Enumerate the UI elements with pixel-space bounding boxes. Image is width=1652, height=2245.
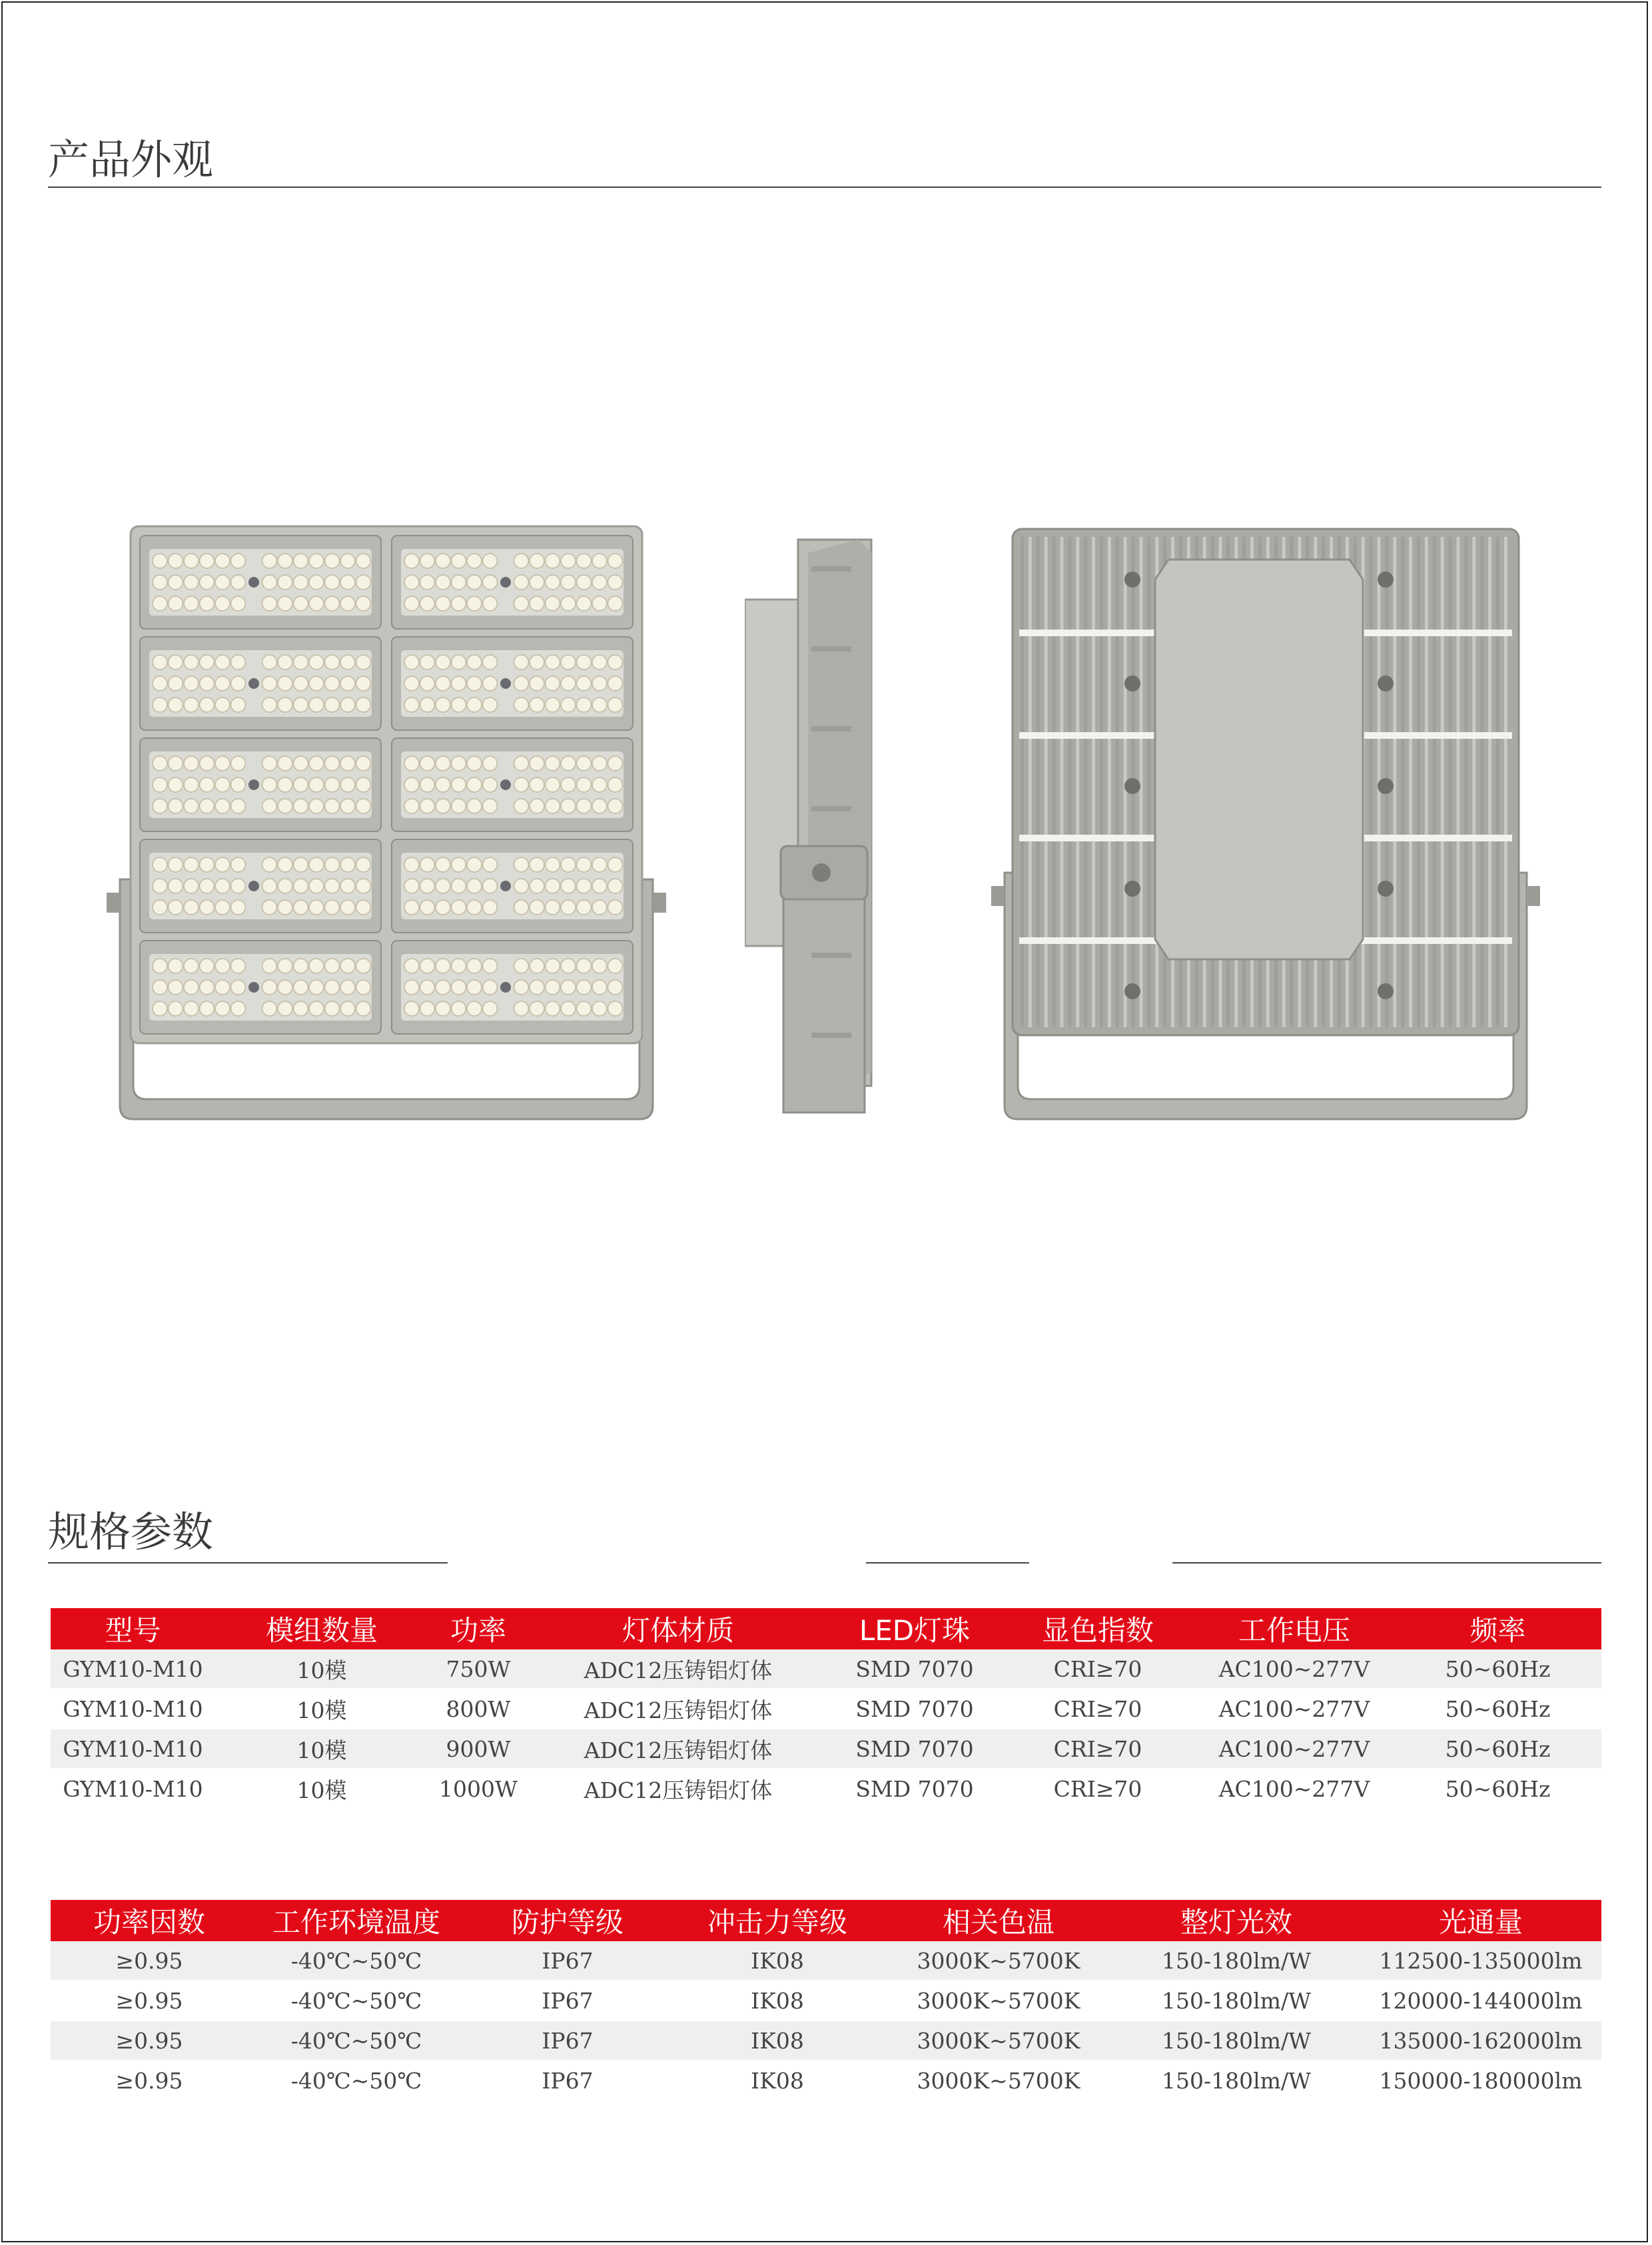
table-row xyxy=(51,2020,1601,2060)
spec1-cell: ADC12压铸铝灯体 xyxy=(528,1729,828,1769)
spec1-header-7: 频率 xyxy=(1394,1608,1601,1649)
section-rule-specs-middle xyxy=(866,1562,1029,1564)
table-row xyxy=(51,1649,1601,1689)
spec1-cell: SMD 7070 xyxy=(828,1729,1001,1769)
spec1-cell: CRI≥70 xyxy=(1001,1769,1194,1809)
spec-table-1 xyxy=(51,1608,1601,1809)
spec1-cell: SMD 7070 xyxy=(828,1689,1001,1729)
spec2-cell: -40℃~50℃ xyxy=(248,2060,465,2100)
spec2-cell: -40℃~50℃ xyxy=(248,1941,465,1981)
spec-table-2 xyxy=(51,1900,1601,2101)
spec1-header-5: 显色指数 xyxy=(1001,1608,1194,1649)
spec1-cell: 900W xyxy=(428,1729,528,1769)
spec2-cell: IK08 xyxy=(670,2060,885,2100)
spec2-header-2: 防护等级 xyxy=(465,1900,670,1941)
section-rule-specs-right xyxy=(1172,1562,1601,1564)
spec1-cell: AC100~277V xyxy=(1194,1769,1394,1809)
table-row xyxy=(51,1769,1601,1809)
spec1-header-0: 型号 xyxy=(51,1608,215,1649)
spec2-cell: IP67 xyxy=(465,2060,670,2100)
spec2-header-1: 工作环境温度 xyxy=(248,1900,465,1941)
spec1-cell: ADC12压铸铝灯体 xyxy=(528,1689,828,1729)
spec2-header-4: 相关色温 xyxy=(885,1900,1112,1941)
product-side-view xyxy=(745,526,885,1126)
spec1-cell: CRI≥70 xyxy=(1001,1729,1194,1769)
spec2-cell: 3000K~5700K xyxy=(885,2020,1112,2060)
spec1-cell: AC100~277V xyxy=(1194,1649,1394,1689)
spec2-cell: 150-180lm/W xyxy=(1112,1981,1360,2020)
spec2-cell: -40℃~50℃ xyxy=(248,1981,465,2020)
section-rule-specs-left xyxy=(48,1562,448,1564)
spec1-cell: 50~60Hz xyxy=(1394,1769,1601,1809)
spec1-cell: AC100~277V xyxy=(1194,1689,1394,1729)
spec2-header-5: 整灯光效 xyxy=(1112,1900,1360,1941)
spec1-cell: 800W xyxy=(428,1689,528,1729)
spec1-cell: CRI≥70 xyxy=(1001,1649,1194,1689)
spec1-cell: 50~60Hz xyxy=(1394,1689,1601,1729)
spec2-cell: IP67 xyxy=(465,1941,670,1981)
spec2-cell: 150-180lm/W xyxy=(1112,2020,1360,2060)
spec2-cell: 3000K~5700K xyxy=(885,2060,1112,2100)
spec1-cell: GYM10-M10 xyxy=(51,1769,215,1809)
spec1-cell: GYM10-M10 xyxy=(51,1729,215,1769)
section-rule-appearance xyxy=(48,187,1601,188)
spec1-cell: GYM10-M10 xyxy=(51,1689,215,1729)
spec1-cell: 10模 xyxy=(215,1649,428,1689)
spec2-cell: IK08 xyxy=(670,1941,885,1981)
spec2-cell: 150-180lm/W xyxy=(1112,2060,1360,2100)
table-row xyxy=(51,2060,1601,2100)
spec2-cell: 150000-180000lm xyxy=(1360,2060,1601,2100)
spec2-cell: IP67 xyxy=(465,1981,670,2020)
spec1-header-6: 工作电压 xyxy=(1194,1608,1394,1649)
spec1-header-1: 模组数量 xyxy=(215,1608,428,1649)
spec2-cell: 120000-144000lm xyxy=(1360,1981,1601,2020)
spec1-cell: SMD 7070 xyxy=(828,1649,1001,1689)
spec2-cell: 135000-162000lm xyxy=(1360,2020,1601,2060)
spec2-cell: IK08 xyxy=(670,1981,885,2020)
spec2-cell: -40℃~50℃ xyxy=(248,2020,465,2060)
spec1-cell: GYM10-M10 xyxy=(51,1649,215,1689)
spec1-cell: ADC12压铸铝灯体 xyxy=(528,1649,828,1689)
spec1-cell: 1000W xyxy=(428,1769,528,1809)
table-row xyxy=(51,1689,1601,1729)
spec1-cell: 10模 xyxy=(215,1769,428,1809)
spec1-cell: ADC12压铸铝灯体 xyxy=(528,1769,828,1809)
section-title-appearance: 产品外观 xyxy=(48,135,214,184)
spec2-cell: 112500-135000lm xyxy=(1360,1941,1601,1981)
spec1-cell: 750W xyxy=(428,1649,528,1689)
section-title-specs: 规格参数 xyxy=(48,1508,214,1556)
spec2-header-0: 功率因数 xyxy=(51,1900,248,1941)
spec1-cell: 10模 xyxy=(215,1689,428,1729)
spec1-cell: SMD 7070 xyxy=(828,1769,1001,1809)
spec2-header-3: 冲击力等级 xyxy=(670,1900,885,1941)
spec1-header-2: 功率 xyxy=(428,1608,528,1649)
spec2-cell: 150-180lm/W xyxy=(1112,1941,1360,1981)
spec1-cell: CRI≥70 xyxy=(1001,1689,1194,1729)
spec2-cell: IP67 xyxy=(465,2020,670,2060)
table-row xyxy=(51,1981,1601,2020)
spec1-header-4: LED灯珠 xyxy=(828,1608,1001,1649)
spec2-cell: ≥0.95 xyxy=(51,1941,248,1981)
spec1-header-3: 灯体材质 xyxy=(528,1608,828,1649)
table-row xyxy=(51,1729,1601,1769)
table-row xyxy=(51,1941,1601,1981)
spec1-cell: 10模 xyxy=(215,1729,428,1769)
spec2-cell: ≥0.95 xyxy=(51,1981,248,2020)
spec2-header-6: 光通量 xyxy=(1360,1900,1601,1941)
spec2-cell: ≥0.95 xyxy=(51,2060,248,2100)
spec2-cell: 3000K~5700K xyxy=(885,1941,1112,1981)
spec2-cell: ≥0.95 xyxy=(51,2020,248,2060)
spec2-cell: 3000K~5700K xyxy=(885,1981,1112,2020)
spec1-cell: 50~60Hz xyxy=(1394,1729,1601,1769)
spec2-cell: IK08 xyxy=(670,2020,885,2060)
spec1-cell: AC100~277V xyxy=(1194,1729,1394,1769)
product-back-view xyxy=(986,526,1545,1126)
spec1-cell: 50~60Hz xyxy=(1394,1649,1601,1689)
product-front-view xyxy=(107,520,666,1126)
